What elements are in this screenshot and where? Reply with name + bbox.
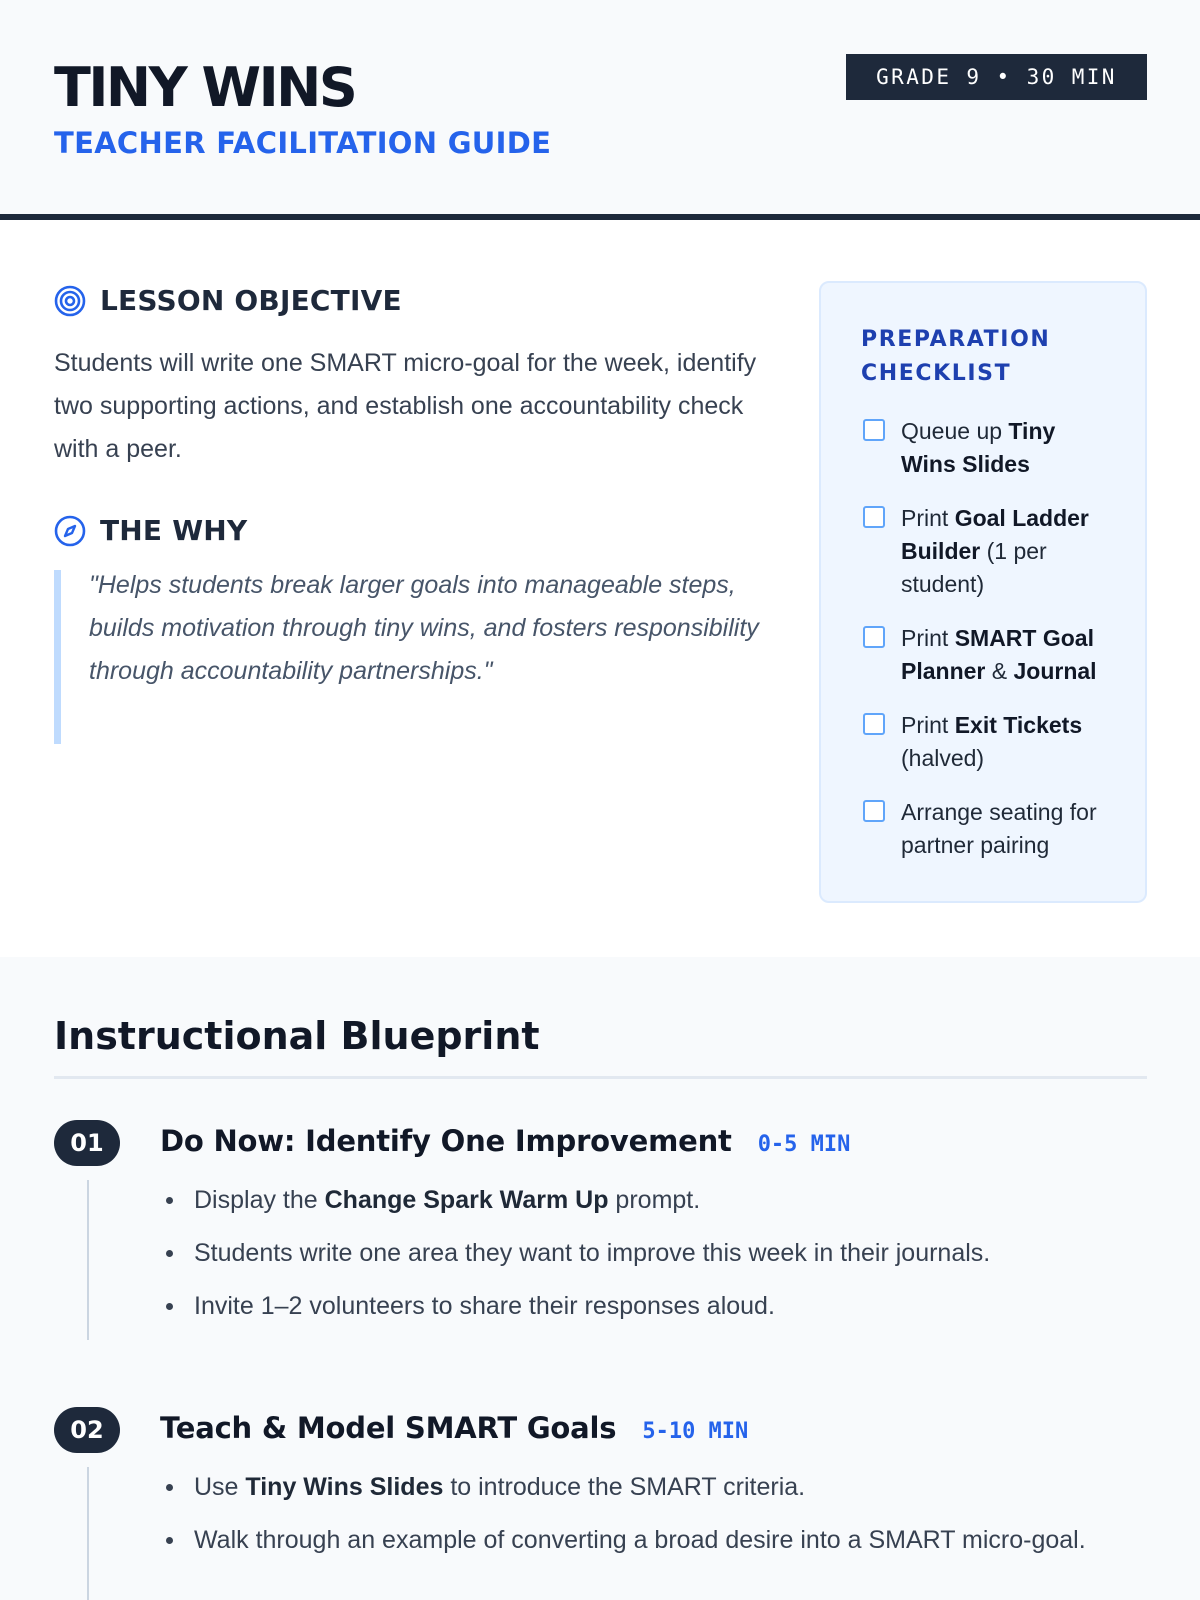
why-heading-row: [54, 514, 247, 547]
bold-text: Tiny Wins Slides: [901, 418, 1056, 477]
checklist-item[interactable]: [863, 709, 1123, 775]
list-item: Invite 1–2 volunteers to share their responses aloud.: [160, 1286, 1150, 1326]
step-timeline-line: [87, 1467, 89, 1600]
grade-duration-badge: GRADE 9 • 30 MIN: [846, 54, 1147, 100]
page-title: TINY WINS: [54, 56, 356, 119]
objective-text: Students will write one SMART micro-goal for the week, identify two supporting actions, and establish one accountability check with a peer.: [54, 349, 757, 463]
checklist-item-text: Print Exit Tickets (halved): [901, 712, 1083, 771]
checklist-item-text: Print Goal Ladder Builder (1 per student): [901, 505, 1089, 597]
step-bullet-list: [160, 1180, 1150, 1339]
objective-heading: LESSON OBJECTIVE: [100, 284, 402, 317]
step-title: Teach & Model SMART Goals: [160, 1411, 617, 1445]
step-header: [160, 1124, 850, 1158]
checkbox[interactable]: [863, 800, 885, 822]
checklist-item-text: Arrange seating for partner pairing: [901, 799, 1097, 858]
checklist-item[interactable]: [863, 622, 1123, 688]
checklist-item[interactable]: [863, 502, 1123, 601]
step-number-badge: 01: [54, 1120, 120, 1166]
divider: [54, 1076, 1147, 1079]
step-title: Do Now: Identify One Improvement: [160, 1124, 732, 1158]
bold-text: Change Spark Warm Up: [324, 1186, 609, 1214]
bold-text: Journal: [1013, 658, 1097, 684]
bold-text: Goal Ladder Builder: [901, 505, 1089, 564]
blueprint-title: Instructional Blueprint: [54, 1014, 540, 1058]
step-number-badge: 02: [54, 1407, 120, 1453]
step-bullet-list: [160, 1467, 1150, 1573]
checklist-item-text: Queue up Tiny Wins Slides: [901, 418, 1056, 477]
checklist-item-text: Print SMART Goal Planner & Journal: [901, 625, 1097, 684]
list-item: Display the Change Spark Warm Up prompt.: [160, 1180, 1150, 1220]
step-header: [160, 1411, 748, 1445]
page-subtitle: TEACHER FACILITATION GUIDE: [54, 126, 552, 160]
list-item: Use Tiny Wins Slides to introduce the SMART criteria.: [160, 1467, 1150, 1507]
target-icon: [54, 285, 86, 317]
checklist-item[interactable]: [863, 415, 1123, 481]
step-time-badge: 0-5 MIN: [757, 1132, 851, 1157]
checklist-item[interactable]: [863, 796, 1123, 862]
preparation-checklist-card: [819, 281, 1147, 903]
bold-text: Tiny Wins Slides: [245, 1473, 444, 1501]
bold-text: SMART Goal Planner: [901, 625, 1094, 684]
why-heading: THE WHY: [100, 514, 248, 547]
step-timeline-line: [87, 1180, 89, 1340]
checklist-title: PREPARATION CHECKLIST: [861, 327, 1051, 386]
checkbox[interactable]: [863, 713, 885, 735]
compass-icon: [54, 515, 86, 547]
why-quote-text: "Helps students break larger goals into manageable steps, builds motivation through tiny wins, and fosters responsibility through accountability partnerships.": [89, 571, 759, 685]
list-item: Students write one area they want to improve this week in their journals.: [160, 1233, 1150, 1273]
document-header: [0, 0, 1200, 220]
checkbox[interactable]: [863, 626, 885, 648]
why-quote: [54, 570, 764, 744]
bold-text: Exit Tickets: [954, 712, 1083, 738]
list-item: Walk through an example of converting a broad desire into a SMART micro-goal.: [160, 1520, 1150, 1560]
step-time-badge: 5-10 MIN: [642, 1419, 749, 1444]
checkbox[interactable]: [863, 506, 885, 528]
objective-heading-row: [54, 284, 402, 317]
checkbox[interactable]: [863, 419, 885, 441]
